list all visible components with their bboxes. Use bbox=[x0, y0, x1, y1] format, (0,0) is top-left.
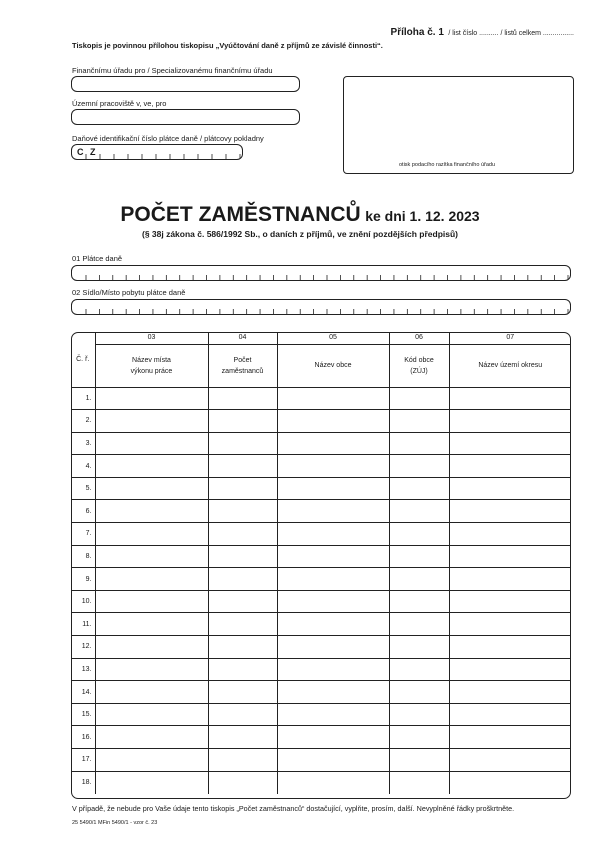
employee-count-cell[interactable] bbox=[208, 568, 277, 591]
municipality-code-cell[interactable] bbox=[389, 636, 449, 659]
municipality-cell[interactable] bbox=[277, 636, 389, 659]
employee-count-cell[interactable] bbox=[208, 726, 277, 749]
district-cell[interactable] bbox=[449, 523, 571, 546]
district-cell[interactable] bbox=[449, 681, 571, 704]
district-cell[interactable] bbox=[449, 387, 571, 410]
sheet-number-label: / list číslo .......... / listů celkem ................ bbox=[448, 30, 574, 37]
municipality-code-cell[interactable] bbox=[389, 387, 449, 410]
employee-count-cell[interactable] bbox=[208, 681, 277, 704]
municipality-code-cell[interactable] bbox=[389, 749, 449, 772]
table-row bbox=[71, 636, 571, 659]
workplace-cell[interactable] bbox=[95, 545, 208, 568]
row-number: 12. bbox=[71, 636, 95, 659]
territorial-office-field[interactable] bbox=[71, 109, 300, 125]
municipality-cell[interactable] bbox=[277, 500, 389, 523]
municipality-code-cell[interactable] bbox=[389, 590, 449, 613]
table-row bbox=[71, 703, 571, 726]
column-number-07: 07 bbox=[449, 332, 571, 344]
municipality-cell[interactable] bbox=[277, 410, 389, 433]
address-field-ticks bbox=[72, 309, 570, 314]
table-row bbox=[71, 568, 571, 591]
workplace-cell[interactable] bbox=[95, 500, 208, 523]
row-number: 14. bbox=[71, 681, 95, 704]
municipality-cell[interactable] bbox=[277, 613, 389, 636]
row-number: 5. bbox=[71, 477, 95, 500]
workplace-cell[interactable] bbox=[95, 636, 208, 659]
municipality-cell[interactable] bbox=[277, 749, 389, 772]
header-workplace: Název místa výkonu práce bbox=[95, 344, 208, 387]
municipality-cell[interactable] bbox=[277, 681, 389, 704]
tax-office-field[interactable] bbox=[71, 76, 300, 92]
column-number-row bbox=[71, 332, 571, 344]
district-cell[interactable] bbox=[449, 636, 571, 659]
header-municipality: Název obce bbox=[277, 344, 389, 387]
table-row bbox=[71, 590, 571, 613]
table-row bbox=[71, 523, 571, 546]
territorial-office-label: Územní pracoviště v, ve, pro bbox=[72, 99, 167, 108]
table-row bbox=[71, 410, 571, 433]
district-cell[interactable] bbox=[449, 749, 571, 772]
municipality-code-cell[interactable] bbox=[389, 726, 449, 749]
tax-office-label: Finančnímu úřadu pro / Specializovanému finančnímu úřadu bbox=[72, 66, 273, 75]
table-row bbox=[71, 387, 571, 410]
footer-note: V případě, že nebude pro Vaše údaje tento tiskopis „Počet zaměstnanců“ dostačující, vyplňte, prosím, další. Nevyplněné řádky proškrtněte. bbox=[72, 804, 515, 813]
title-date: ke dni 1. 12. 2023 bbox=[365, 208, 480, 224]
municipality-cell[interactable] bbox=[277, 455, 389, 478]
workplace-cell[interactable] bbox=[95, 658, 208, 681]
table-row bbox=[71, 432, 571, 455]
municipality-code-cell[interactable] bbox=[389, 545, 449, 568]
district-cell[interactable] bbox=[449, 658, 571, 681]
title-subtitle: (§ 38j zákona č. 586/1992 Sb., o daních z příjmů, ve znění pozdějších předpisů) bbox=[141, 229, 458, 239]
employee-count-cell[interactable] bbox=[208, 387, 277, 410]
header-district: Název území okresu bbox=[449, 344, 571, 387]
municipality-code-cell[interactable] bbox=[389, 523, 449, 546]
tax-id-label: Daňové identifikační číslo plátce daně / plátcovy pokladny bbox=[72, 134, 264, 143]
row-number: 9. bbox=[71, 568, 95, 591]
district-cell[interactable] bbox=[449, 477, 571, 500]
employee-count-cell[interactable] bbox=[208, 658, 277, 681]
municipality-cell[interactable] bbox=[277, 387, 389, 410]
workplace-cell[interactable] bbox=[95, 703, 208, 726]
row-number: 13. bbox=[71, 658, 95, 681]
table-row bbox=[71, 545, 571, 568]
row-number-header: Č. ř. bbox=[71, 332, 95, 387]
table-row bbox=[71, 771, 571, 794]
municipality-code-cell[interactable] bbox=[389, 410, 449, 433]
district-cell[interactable] bbox=[449, 590, 571, 613]
district-cell[interactable] bbox=[449, 432, 571, 455]
municipality-code-cell[interactable] bbox=[389, 432, 449, 455]
municipality-cell[interactable] bbox=[277, 523, 389, 546]
employee-count-cell[interactable] bbox=[208, 500, 277, 523]
municipality-cell[interactable] bbox=[277, 590, 389, 613]
row-number: 6. bbox=[71, 500, 95, 523]
row-number: 7. bbox=[71, 523, 95, 546]
column-number-04: 04 bbox=[208, 332, 277, 344]
municipality-code-cell[interactable] bbox=[389, 681, 449, 704]
row-number: 18. bbox=[71, 771, 95, 794]
municipality-code-cell[interactable] bbox=[389, 500, 449, 523]
district-cell[interactable] bbox=[449, 703, 571, 726]
workplace-cell[interactable] bbox=[95, 410, 208, 433]
row-number: 16. bbox=[71, 726, 95, 749]
sheet-info bbox=[391, 22, 574, 40]
employee-count-cell[interactable] bbox=[208, 749, 277, 772]
table-row bbox=[71, 681, 571, 704]
district-cell[interactable] bbox=[449, 500, 571, 523]
row-number: 15. bbox=[71, 703, 95, 726]
employee-count-cell[interactable] bbox=[208, 523, 277, 546]
municipality-cell[interactable] bbox=[277, 703, 389, 726]
district-cell[interactable] bbox=[449, 455, 571, 478]
employee-count-cell[interactable] bbox=[208, 477, 277, 500]
address-field[interactable] bbox=[71, 299, 571, 315]
row-number: 11. bbox=[71, 613, 95, 636]
column-number-05: 05 bbox=[277, 332, 389, 344]
table-row bbox=[71, 613, 571, 636]
address-label: 02 Sídlo/Místo pobytu plátce daně bbox=[72, 288, 186, 297]
payer-label: 01 Plátce daně bbox=[72, 254, 123, 263]
municipality-cell[interactable] bbox=[277, 477, 389, 500]
employee-table bbox=[71, 332, 571, 794]
employee-count-cell[interactable] bbox=[208, 432, 277, 455]
row-number: 10. bbox=[71, 590, 95, 613]
workplace-cell[interactable] bbox=[95, 613, 208, 636]
municipality-cell[interactable] bbox=[277, 658, 389, 681]
municipality-code-cell[interactable] bbox=[389, 703, 449, 726]
table-row bbox=[71, 455, 571, 478]
municipality-cell[interactable] bbox=[277, 432, 389, 455]
row-number: 1. bbox=[71, 387, 95, 410]
mandatory-note: Tiskopis je povinnou přílohou tiskopisu „Vyúčtování daně z příjmů ze závislé činnosti“. bbox=[72, 41, 383, 50]
employee-count-cell[interactable] bbox=[208, 771, 277, 794]
row-number: 3. bbox=[71, 432, 95, 455]
workplace-cell[interactable] bbox=[95, 681, 208, 704]
form-code: 25 5490/1 MFin 5490/1 - vzor č. 23 bbox=[72, 820, 158, 826]
municipality-cell[interactable] bbox=[277, 568, 389, 591]
employee-count-cell[interactable] bbox=[208, 613, 277, 636]
row-number: 8. bbox=[71, 545, 95, 568]
row-number: 4. bbox=[71, 455, 95, 478]
district-cell[interactable] bbox=[449, 410, 571, 433]
workplace-cell[interactable] bbox=[95, 568, 208, 591]
tax-id-prefix-c: C bbox=[77, 147, 84, 157]
table-row bbox=[71, 726, 571, 749]
column-number-06: 06 bbox=[389, 332, 449, 344]
municipality-code-cell[interactable] bbox=[389, 613, 449, 636]
table-row bbox=[71, 658, 571, 681]
row-number: 17. bbox=[71, 749, 95, 772]
municipality-code-cell[interactable] bbox=[389, 477, 449, 500]
tax-id-prefix-z: Z bbox=[90, 147, 96, 157]
district-cell[interactable] bbox=[449, 545, 571, 568]
employee-count-cell[interactable] bbox=[208, 410, 277, 433]
stamp-box bbox=[343, 76, 574, 174]
workplace-cell[interactable] bbox=[95, 477, 208, 500]
municipality-code-cell[interactable] bbox=[389, 568, 449, 591]
header-employee-count: Počet zaměstnanců bbox=[208, 344, 277, 387]
table-row bbox=[71, 477, 571, 500]
column-number-03: 03 bbox=[95, 332, 208, 344]
employee-count-cell[interactable] bbox=[208, 590, 277, 613]
employee-count-cell[interactable] bbox=[208, 455, 277, 478]
stamp-label: otisk podacího razítka finančního úřadu bbox=[399, 162, 496, 168]
municipality-code-cell[interactable] bbox=[389, 658, 449, 681]
title-main: POČET ZAMĚSTNANCŮ bbox=[120, 203, 361, 226]
page-title bbox=[0, 203, 600, 227]
row-number: 2. bbox=[71, 410, 95, 433]
workplace-cell[interactable] bbox=[95, 749, 208, 772]
workplace-cell[interactable] bbox=[95, 726, 208, 749]
workplace-cell[interactable] bbox=[95, 432, 208, 455]
district-cell[interactable] bbox=[449, 568, 571, 591]
district-cell[interactable] bbox=[449, 613, 571, 636]
municipality-code-cell[interactable] bbox=[389, 771, 449, 794]
municipality-code-cell[interactable] bbox=[389, 455, 449, 478]
table-row bbox=[71, 749, 571, 772]
municipality-cell[interactable] bbox=[277, 545, 389, 568]
workplace-cell[interactable] bbox=[95, 387, 208, 410]
tax-id-field[interactable] bbox=[71, 144, 243, 160]
workplace-cell[interactable] bbox=[95, 590, 208, 613]
column-header-row bbox=[71, 344, 571, 387]
appendix-label: Příloha č. 1 bbox=[390, 27, 444, 38]
payer-field[interactable] bbox=[71, 265, 571, 281]
district-cell[interactable] bbox=[449, 771, 571, 794]
workplace-cell[interactable] bbox=[95, 771, 208, 794]
workplace-cell[interactable] bbox=[95, 523, 208, 546]
employee-count-cell[interactable] bbox=[208, 636, 277, 659]
table-row bbox=[71, 500, 571, 523]
municipality-cell[interactable] bbox=[277, 771, 389, 794]
district-cell[interactable] bbox=[449, 726, 571, 749]
header-municipality-code: Kód obce (ZÚJ) bbox=[389, 344, 449, 387]
tax-id-ticks bbox=[72, 154, 242, 159]
payer-field-ticks bbox=[72, 275, 570, 280]
employee-count-cell[interactable] bbox=[208, 545, 277, 568]
municipality-cell[interactable] bbox=[277, 726, 389, 749]
workplace-cell[interactable] bbox=[95, 455, 208, 478]
employee-count-cell[interactable] bbox=[208, 703, 277, 726]
